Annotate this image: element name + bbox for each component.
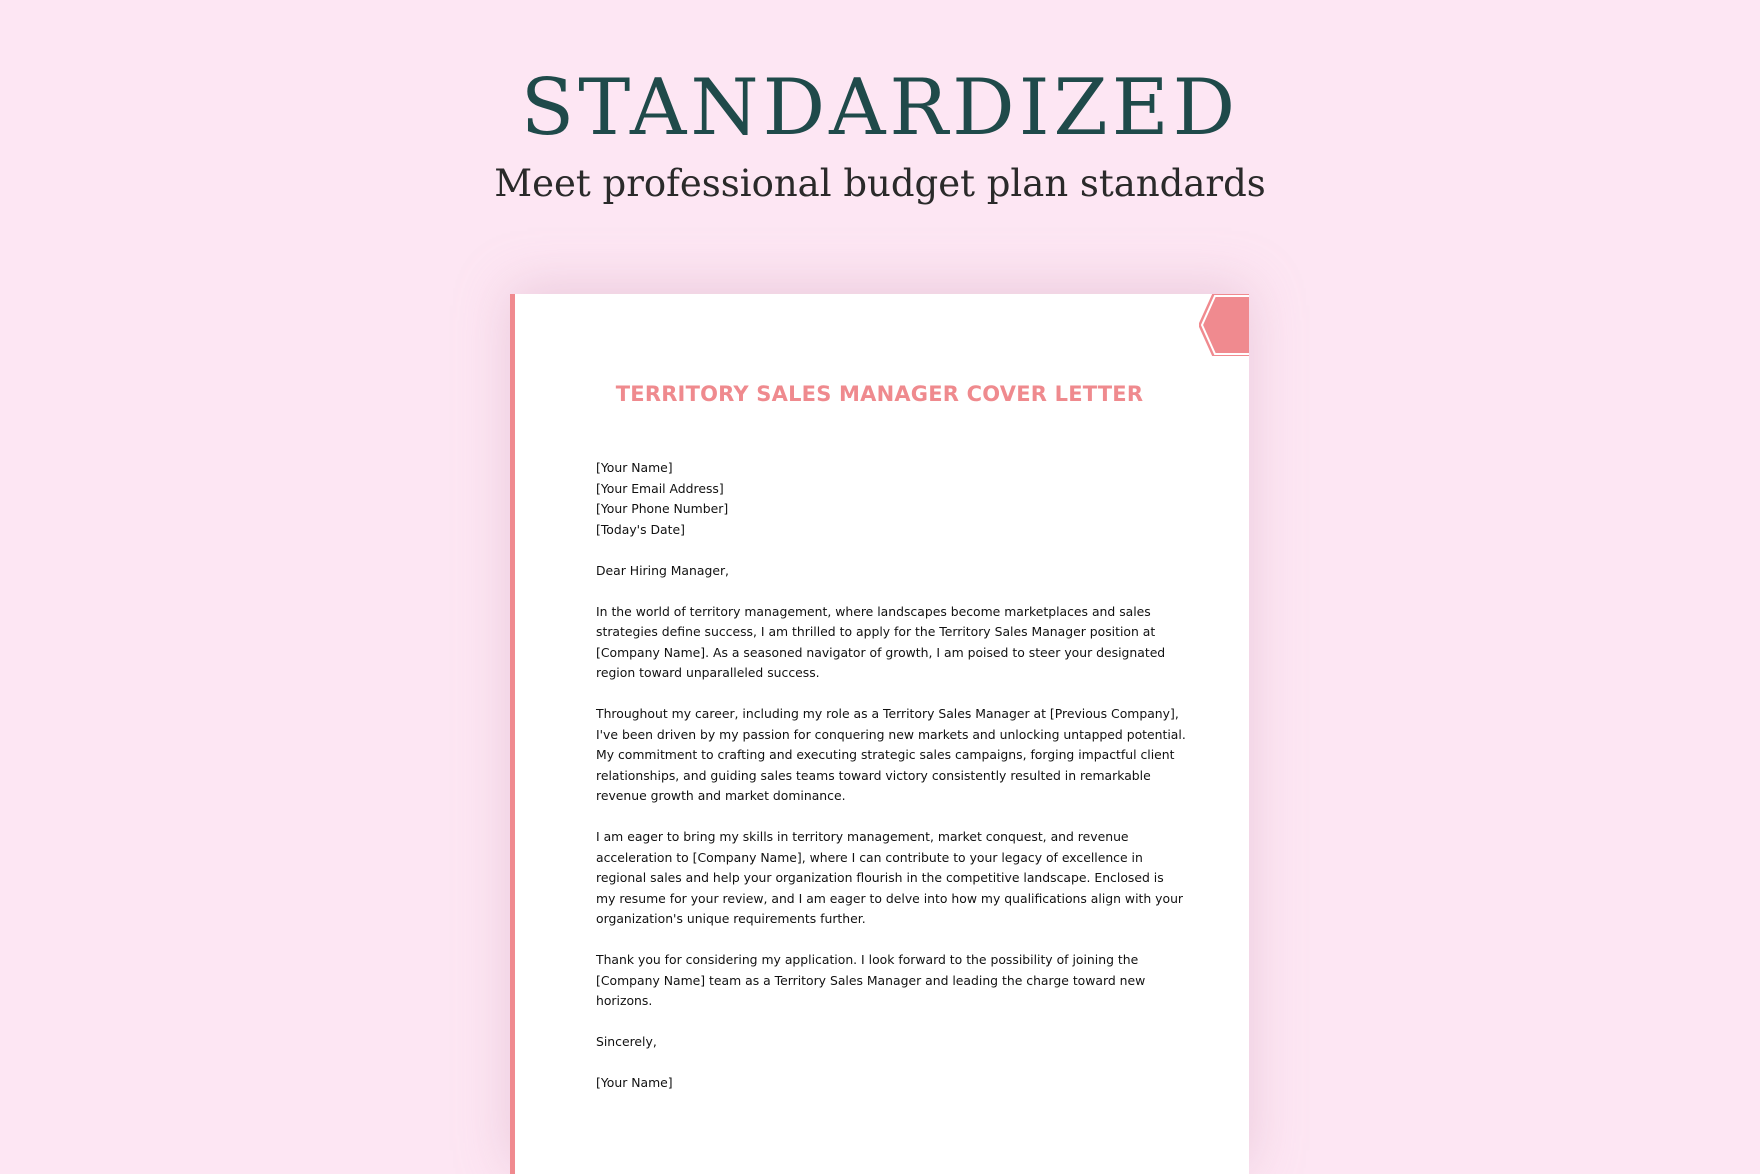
document-title: TERRITORY SALES MANAGER COVER LETTER [615, 382, 1144, 406]
salutation: Dear Hiring Manager, [596, 562, 729, 578]
document-page [510, 294, 1249, 1174]
sender-block [596, 458, 1186, 540]
document-accent-bar [510, 294, 515, 1174]
paragraph-intro: In the world of territory management, where landscapes become marketplaces and sales strategies define success, I am thrilled to apply for the Territory Sales Manager position at [Company Name]. As a seasoned navigator of growth, I am poised to steer your designated region toward unparalleled success. [596, 603, 1166, 680]
paragraph-motivation: I am eager to bring my skills in territory management, market conquest, and revenue acceleration to [Company Name], where I can contribute to your legacy of excellence in regional sales and help your organization flourish in the competitive landscape. Enclosed is my resume for your review, and I am eager to delve into how my qualifications align with your organization's unique requirements further. [596, 829, 1184, 926]
sender-email: [Your Email Address] [596, 480, 724, 496]
letter-date: [Today's Date] [596, 521, 685, 537]
hero-subtitle: Meet professional budget plan standards [494, 162, 1266, 205]
letter-body [596, 458, 1186, 1114]
paragraph-thanks: Thank you for considering my application. I look forward to the possibility of joining the [Company Name] team as a Territory Sales Manager and leading the charge toward new horizons. [596, 952, 1146, 1008]
sender-name: [Your Name] [596, 460, 673, 475]
paragraph-experience: Throughout my career, including my role as a Territory Sales Manager at [Previous Company], I've been driven by my passion for conquering new markets and unlocking untapped potential. My commitment to crafting and executing strategic sales campaigns, forging impactful client relationships, and guiding sales teams toward victory consistently resulted in remarkable revenue growth and market dominance. [596, 706, 1186, 803]
corner-hexagon-decoration [1199, 294, 1249, 356]
sender-phone: [Your Phone Number] [596, 501, 729, 516]
closing: Sincerely, [596, 1034, 657, 1049]
signature: [Your Name] [596, 1075, 673, 1090]
hero-title: STANDARDIZED [520, 63, 1240, 153]
